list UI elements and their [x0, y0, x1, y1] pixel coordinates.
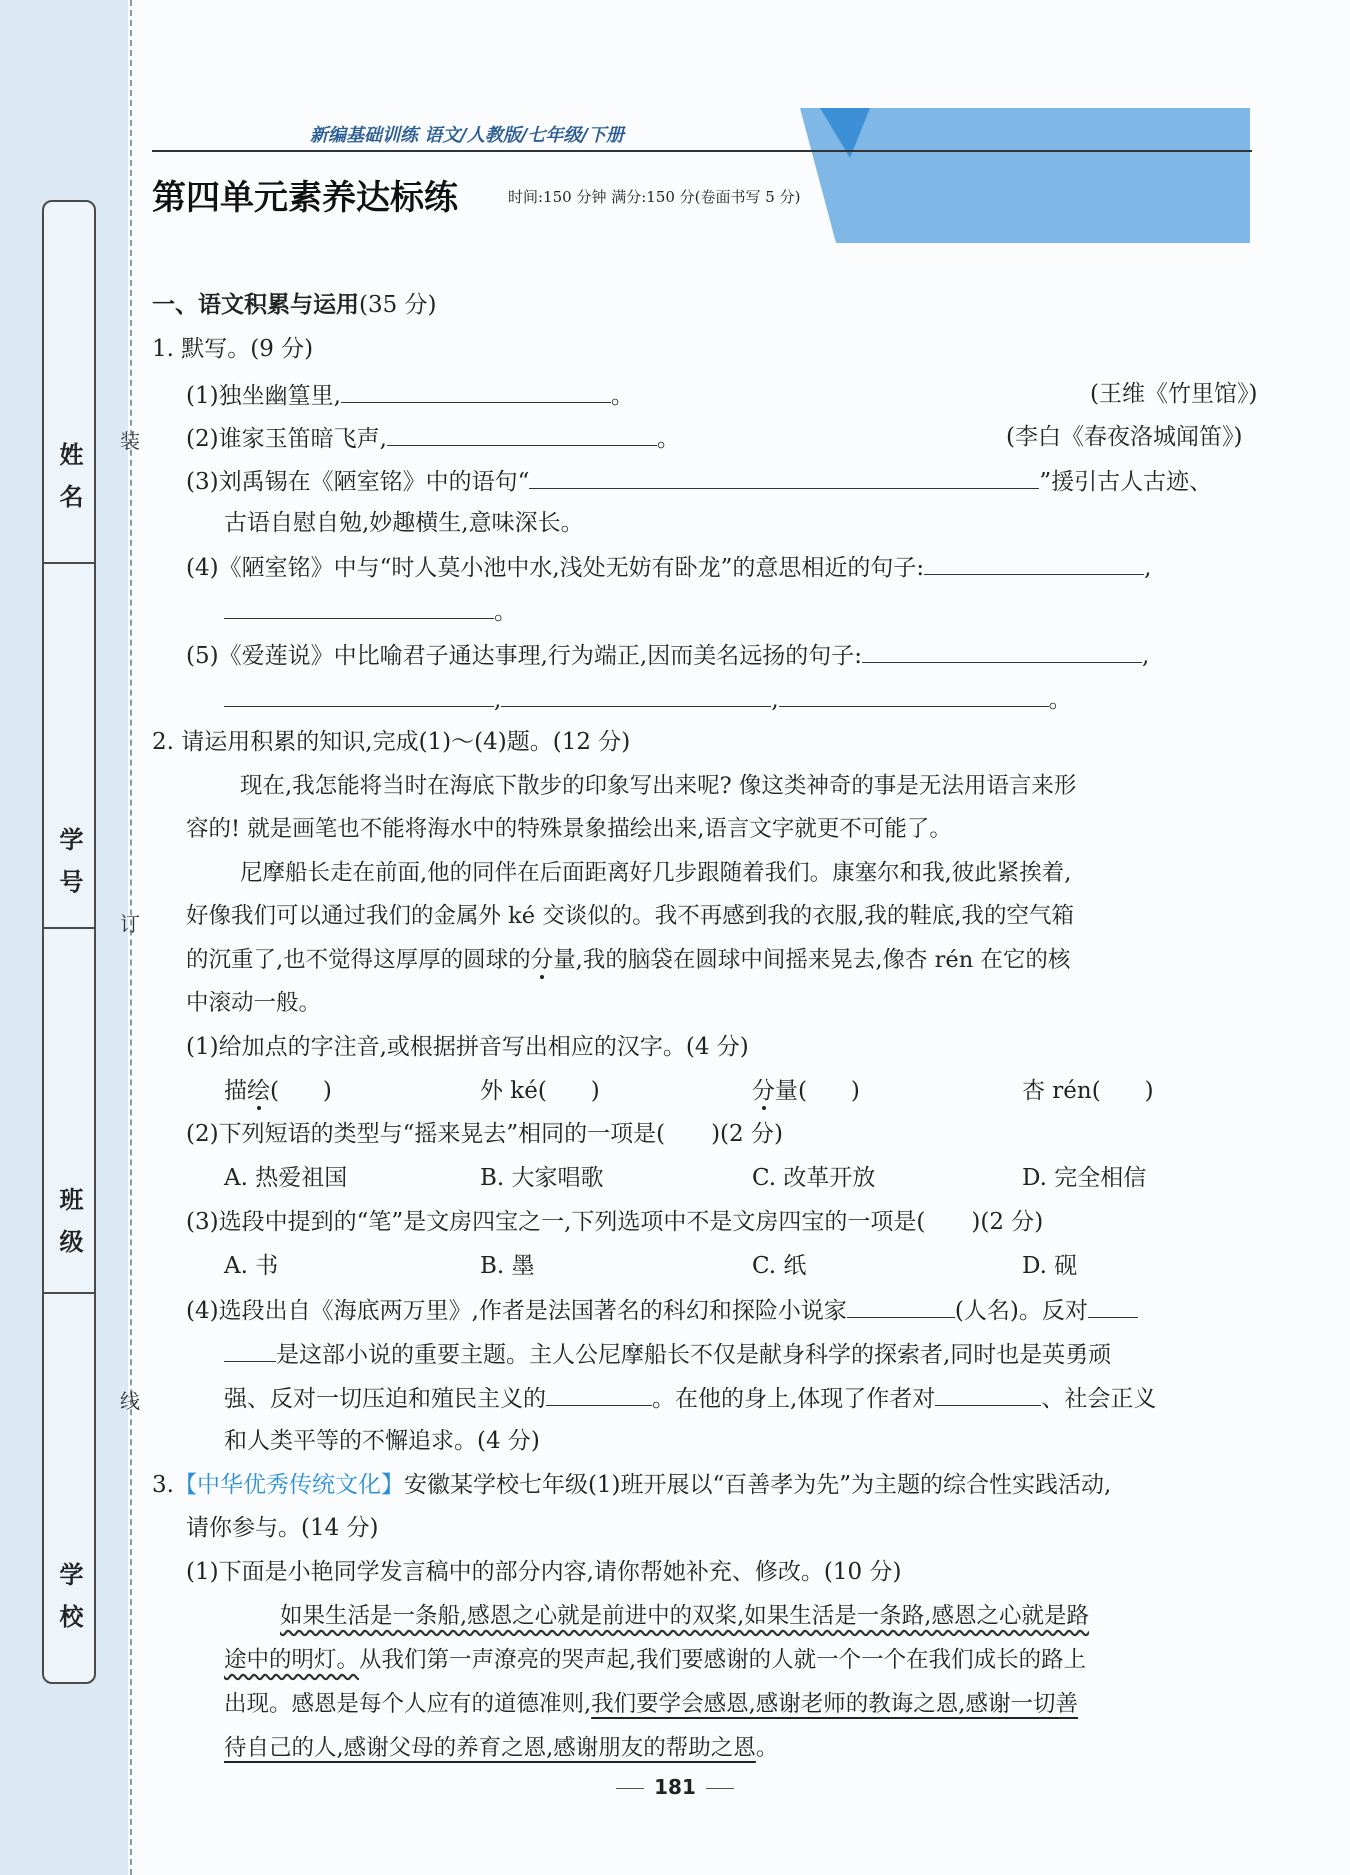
- section-score: (35 分): [359, 292, 437, 318]
- q1-part3: [186, 464, 1212, 498]
- q1-part2-source: (李白《春夜洛城闻笛》): [1006, 424, 1243, 450]
- binding-dashed-line: [130, 0, 132, 1875]
- header-decoration: [800, 108, 1250, 243]
- q2-sub4-cont: [224, 1381, 1156, 1415]
- q2-sub2-option[interactable]: A. 热爱祖国: [224, 1165, 348, 1191]
- q2-sub1-item-d: [1022, 1075, 1154, 1107]
- underlined-text: 待自己的人,感谢父母的养育之恩,感谢朋友的帮助之恩: [224, 1735, 756, 1761]
- q1-part3-cont: 古语自慰自勉,妙趣横生,意味深长。: [224, 510, 584, 536]
- answer-blank[interactable]: [935, 1381, 1041, 1406]
- q2-title: 2. 请运用积累的知识,完成(1)～(4)题。(12 分): [152, 729, 631, 755]
- exam-time-info: 时间:150 分钟 满分:150 分(卷面书写 5 分): [508, 188, 801, 206]
- passage-text: 从我们第一声潦亮的哭声起,我们要感谢的人就一个一个在我们成长的路上: [359, 1647, 1087, 1673]
- question-text: (2)下列短语的类型与“摇来晃去”相同的一项是(: [186, 1121, 666, 1147]
- q2-sub2: [186, 1118, 783, 1150]
- q2-sub1-item-c: [752, 1075, 860, 1107]
- answer-paren[interactable]: ( ): [537, 1078, 600, 1104]
- answer-blank[interactable]: [1088, 1293, 1138, 1318]
- answer-blank[interactable]: [862, 638, 1142, 663]
- question-text: (人名)。反对: [954, 1298, 1088, 1324]
- page-number: [0, 1775, 1350, 1799]
- q2-sub3: [186, 1206, 1043, 1238]
- q3-title: [152, 1469, 1111, 1501]
- q2-sub2-option[interactable]: C. 改革开放: [752, 1165, 876, 1191]
- q1-part2-text: (2)谁家玉笛暗飞声,: [186, 426, 387, 452]
- q1-comma: ,: [1141, 643, 1150, 669]
- page-dash: [616, 1788, 644, 1789]
- q2-sub3-option[interactable]: A. 书: [224, 1253, 279, 1279]
- q2-passage-line: 尼摩船长走在前面,他的同伴在后面距离好几步跟随着我们。康塞尔和我,彼此紧挨着,: [240, 860, 1072, 886]
- page-number-text: 181: [654, 1775, 696, 1799]
- answer-paren[interactable]: ( ): [1091, 1078, 1154, 1104]
- answer-blank[interactable]: [387, 421, 657, 446]
- unit-title: 第四单元素养达标练: [152, 178, 458, 218]
- wavy-underlined-text: 如果生活是一条船,感恩之心就是前进中的双桨,如果生活是一条路,感恩之心就是路: [280, 1603, 1089, 1629]
- item-text: 杏 rén: [1022, 1078, 1092, 1104]
- dotted-char: 分: [530, 947, 554, 973]
- q2-sub4-cont: [224, 1337, 1111, 1371]
- info-divider: [44, 927, 94, 929]
- q2-passage-line: 好像我们可以通过我们的金属外 ké 交谈似的。我不再感到我的衣服,我的鞋底,我的空气箱: [186, 903, 1075, 929]
- q2-sub3-option[interactable]: B. 墨: [480, 1253, 535, 1279]
- student-number-label: 学号: [55, 827, 83, 911]
- passage-text: 出现。感恩是每个人应有的道德准则,: [224, 1691, 592, 1717]
- q2-sub1-item-b: [480, 1075, 600, 1107]
- student-info-box: [42, 200, 96, 1684]
- answer-blank[interactable]: [501, 682, 771, 707]
- q2-passage-line: 现在,我怎能将当时在海底下散步的印象写出来呢? 像这类神奇的事是无法用语言来形: [240, 773, 1077, 799]
- item-text: 外 ké: [480, 1078, 538, 1104]
- q1-part4-cont: [224, 594, 517, 628]
- name-field[interactable]: [44, 442, 94, 530]
- section-heading: [152, 289, 437, 321]
- q1-part3-text-a: (3)刘禹锡在《陋室铭》中的语句“: [186, 469, 530, 495]
- q1-part5-text: (5)《爱莲说》中比喻君子通达事理,行为端正,因而美名远扬的句子:: [186, 643, 862, 669]
- q3-title-cont: 请你参与。(14 分): [186, 1515, 379, 1541]
- q2-sub2-option[interactable]: B. 大家唱歌: [480, 1165, 604, 1191]
- answer-blank[interactable]: [224, 1337, 276, 1362]
- item-text: 量: [775, 1078, 798, 1104]
- q1-part3-text-b: ”援引古人古迹、: [1039, 469, 1213, 495]
- answer-paren[interactable]: ( ): [798, 1078, 860, 1104]
- q1-comma: ,: [494, 687, 502, 713]
- q1-period: 。: [610, 383, 634, 409]
- question-text: 、社会正义: [1041, 1386, 1157, 1412]
- class-label: 班级: [55, 1187, 83, 1271]
- question-text: 强、反对一切压迫和殖民主义的: [224, 1386, 546, 1412]
- answer-blank[interactable]: [546, 1381, 652, 1406]
- q3-passage-line: [224, 1688, 1078, 1720]
- q1-period: 。: [1048, 687, 1072, 713]
- question-text: (3)选段中提到的“笔”是文房四宝之一,下列选项中不是文房四宝的一项是(: [186, 1209, 926, 1235]
- q2-sub3-option[interactable]: D. 砚: [1022, 1253, 1078, 1279]
- q2-sub1-item-a: [224, 1075, 332, 1107]
- q1-part4-text: (4)《陋室铭》中与“时人莫小池中水,浅处无妨有卧龙”的意思相近的句子:: [186, 555, 925, 581]
- q1-part5-cont: [224, 682, 1072, 716]
- q1-comma: ,: [1144, 555, 1152, 581]
- q2-passage-line: [186, 944, 1070, 976]
- item-text: 描: [224, 1078, 247, 1104]
- name-label: 姓名: [55, 442, 83, 526]
- passage-text: 的沉重了,也不觉得这厚厚的圆球的: [186, 947, 531, 973]
- q2-passage-line: 中滚动一般。: [186, 990, 322, 1016]
- bind-mark-ding: 订: [120, 912, 140, 936]
- bind-mark-xian: 线: [120, 1389, 140, 1413]
- school-label: 学校: [55, 1562, 83, 1646]
- class-field[interactable]: [44, 1187, 94, 1275]
- info-divider: [44, 1292, 94, 1294]
- q3-passage-line: [224, 1644, 1086, 1676]
- q2-sub3-option[interactable]: C. 纸: [752, 1253, 807, 1279]
- answer-blank[interactable]: [529, 464, 1039, 489]
- q3-sub1: (1)下面是小艳同学发言稿中的部分内容,请你帮她补充、修改。(10 分): [186, 1559, 902, 1585]
- answer-blank[interactable]: [924, 550, 1144, 575]
- q1-part5: [186, 638, 1149, 672]
- question-number: 3.: [152, 1472, 174, 1498]
- dotted-char: 分: [752, 1078, 775, 1104]
- section-title: 一、语文积累与运用: [152, 292, 359, 318]
- q3-passage-line: [280, 1600, 1089, 1632]
- q3-passage-line: [224, 1732, 778, 1764]
- q2-sub4-cont: 和人类平等的不懈追求。(4 分): [224, 1428, 540, 1454]
- q1-part2: [186, 421, 680, 455]
- question-text: 安徽某学校七年级(1)班开展以“百善孝为先”为主题的综合性实践活动,: [403, 1472, 1112, 1498]
- series-title: 新编基础训练 语文/人教版/七年级/下册: [310, 125, 624, 146]
- question-text: )(2 分): [711, 1121, 783, 1147]
- dotted-char: 绘: [247, 1078, 270, 1104]
- bind-mark-zhuang: 装: [120, 429, 140, 453]
- q1-period: 。: [656, 426, 680, 452]
- wavy-underlined-text: 途中的明灯。: [224, 1647, 360, 1673]
- q2-sub2-option[interactable]: D. 完全相信: [1022, 1165, 1147, 1191]
- q1-part4: [186, 550, 1151, 584]
- passage-text: 量,我的脑袋在圆球中间摇来晃去,像杏 rén 在它的核: [553, 947, 1071, 973]
- answer-blank[interactable]: [847, 1293, 955, 1318]
- question-text: (4)选段出自《海底两万里》,作者是法国著名的科幻和探险小说家: [186, 1298, 847, 1324]
- category-tag: 【中华优秀传统文化】: [173, 1472, 404, 1498]
- q1-part1-source: (王维《竹里馆》): [1090, 381, 1258, 407]
- answer-blank[interactable]: [224, 594, 494, 619]
- q2-sub1: (1)给加点的字注音,或根据拼音写出相应的汉字。(4 分): [186, 1034, 749, 1060]
- school-field[interactable]: [44, 1562, 94, 1650]
- q2-passage-line: 容的! 就是画笔也不能将海水中的特殊景象描绘出来,语言文字就更不可能了。: [186, 816, 952, 842]
- q1-part1: [186, 378, 634, 412]
- underlined-text: 我们要学会感恩,感谢老师的教诲之恩,感谢一切善: [591, 1691, 1078, 1717]
- question-text: 是这部小说的重要主题。主人公尼摩船长不仅是献身科学的探索者,同时也是英勇顽: [276, 1342, 1112, 1368]
- q1-title: 1. 默写。(9 分): [152, 336, 314, 362]
- passage-text: 。: [755, 1735, 779, 1761]
- question-text: )(2 分): [971, 1209, 1044, 1235]
- info-divider: [44, 562, 94, 564]
- student-number-field[interactable]: [44, 827, 94, 915]
- answer-blank[interactable]: [224, 682, 494, 707]
- answer-paren[interactable]: ( ): [270, 1078, 332, 1104]
- question-text: 。在他的身上,体现了作者对: [652, 1386, 936, 1412]
- page-dash: [706, 1788, 734, 1789]
- answer-blank[interactable]: [341, 378, 611, 403]
- q2-sub4: [186, 1293, 1138, 1327]
- answer-blank[interactable]: [779, 682, 1049, 707]
- header-rule: [152, 150, 1252, 152]
- q1-comma: ,: [771, 687, 779, 713]
- q1-part1-text: (1)独坐幽篁里,: [186, 383, 341, 409]
- q1-period: 。: [494, 599, 517, 625]
